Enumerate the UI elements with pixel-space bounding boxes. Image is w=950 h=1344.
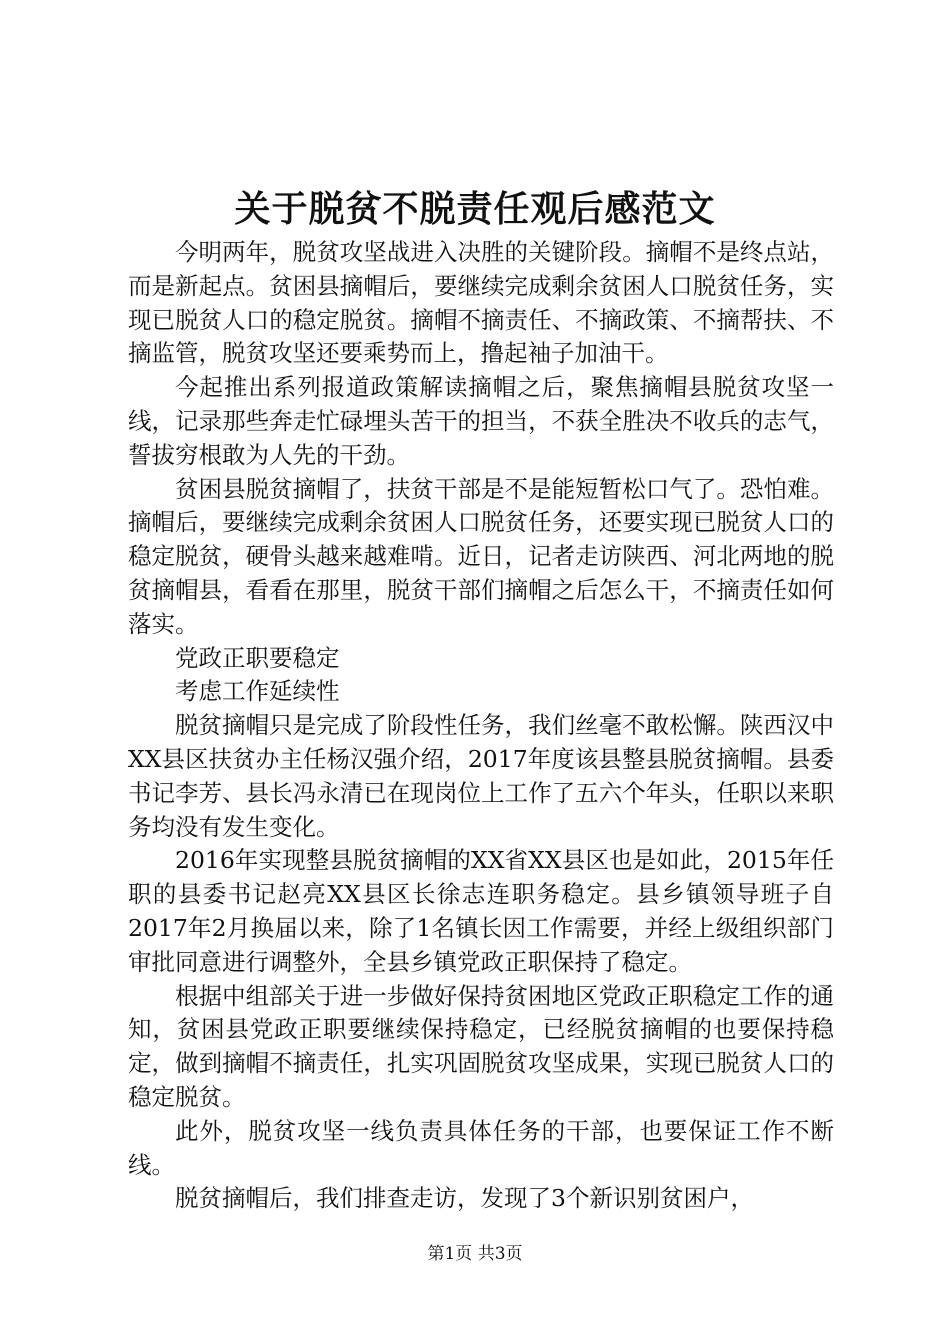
paragraph: 2016年实现整县脱贫摘帽的XX省XX县区也是如此，2015年任职的县委书记赵亮XX县区长徐志连职务稳定。县乡镇领导班子自2017年2月换届以来，除了1名镇长因工作需要，并经上级组织部门审批同意进行调整外，全县乡镇党政正职保持了稳定。 (128, 846, 834, 976)
paragraph: 脱贫摘帽只是完成了阶段性任务，我们丝毫不敢松懈。陕西汉中XX县区扶贫办主任杨汉强介绍，2017年度该县整县脱贫摘帽。县委书记李芳、县长冯永清已在现岗位上工作了五六个年头，任职以来职务均没有发生变化。 (128, 711, 834, 841)
paragraph: 脱贫摘帽后，我们排查走访，发现了3个新识别贫困户， (175, 1184, 754, 1213)
paragraph: 贫困县脱贫摘帽了，扶贫干部是不是能短暂松口气了。恐怕难。摘帽后，要继续完成剩余贫困人口脱贫任务，还要实现已脱贫人口的稳定脱贫，硬骨头越来越难啃。近日，记者走访陕西、河北两地的脱贫摘帽县，看看在那里，脱贫干部们摘帽之后怎么干，不摘责任如何落实。 (128, 474, 834, 638)
paragraph: 根据中组部关于进一步做好保持贫困地区党政正职稳定工作的通知，贫困县党政正职要继续保持稳定，已经脱贫摘帽的也要保持稳定，做到摘帽不摘责任，扎实巩固脱贫攻坚成果，实现已脱贫人口的稳定脱贫。 (128, 981, 834, 1111)
paragraph: 今起推出系列报道政策解读摘帽之后，聚焦摘帽县脱贫攻坚一线，记录那些奔走忙碌埋头苦干的担当，不获全胜决不收兵的志气，誓拔穷根敢为人先的干劲。 (128, 373, 834, 469)
paragraph: 今明两年，脱贫攻坚战进入决胜的关键阶段。摘帽不是终点站，而是新起点。贫困县摘帽后，要继续完成剩余贫困人口脱贫任务，实现已脱贫人口的稳定脱贫。摘帽不摘责任、不摘政策、不摘帮扶、不摘监管，脱贫攻坚还要乘势而上，撸起袖子加油干。 (128, 238, 834, 368)
section-heading: 考虑工作延续性 (175, 677, 340, 706)
document-body (128, 236, 834, 1216)
page-footer: 第1页 共3页 (427, 1244, 523, 1264)
section-heading: 党政正职要稳定 (175, 643, 340, 672)
document-title: 关于脱贫不脱责任观后感范文 (234, 188, 716, 230)
paragraph: 此外，脱贫攻坚一线负责具体任务的干部，也要保证工作不断线。 (128, 1116, 834, 1179)
